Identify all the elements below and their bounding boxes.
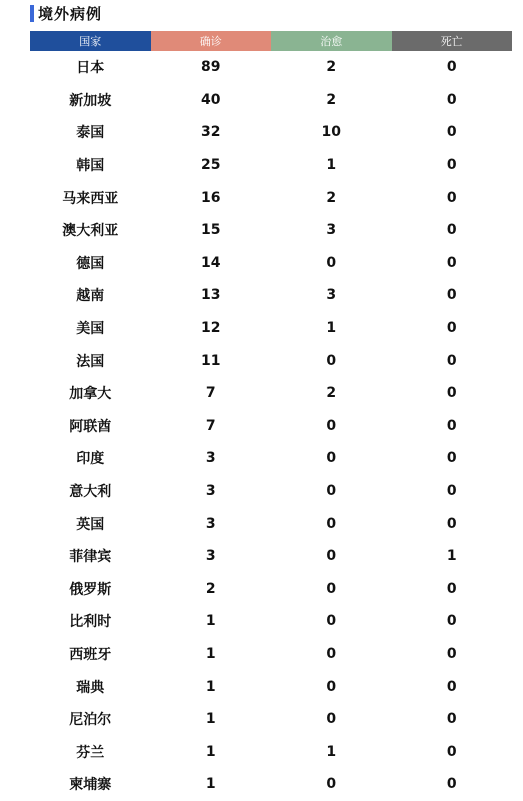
confirmed-cell: 14 — [201, 254, 221, 271]
country-cell: 越南 — [76, 288, 105, 305]
cured-cell: 2 — [326, 91, 337, 108]
deaths-cell: 0 — [446, 91, 457, 108]
country-cell: 瑞典 — [76, 679, 105, 696]
cured-cell: 0 — [326, 776, 337, 793]
table-row — [30, 540, 512, 573]
cured-cell: 0 — [326, 450, 337, 467]
deaths-cell: 0 — [446, 483, 457, 500]
confirmed-cell: 1 — [205, 776, 216, 793]
table-row — [30, 181, 512, 214]
cured-cell: 2 — [326, 59, 337, 76]
deaths-cell: 0 — [446, 450, 457, 467]
cured-cell: 2 — [326, 385, 337, 402]
cured-cell: 1 — [326, 157, 337, 174]
deaths-cell: 0 — [446, 287, 457, 304]
deaths-cell: 0 — [446, 743, 457, 760]
confirmed-cell: 89 — [201, 59, 221, 76]
confirmed-cell: 3 — [205, 483, 216, 500]
cured-cell: 0 — [326, 352, 337, 369]
table-row — [30, 703, 512, 736]
table-row — [30, 214, 512, 247]
cured-cell: 3 — [326, 287, 337, 304]
cured-cell: 10 — [321, 124, 341, 141]
confirmed-cell: 3 — [205, 548, 216, 565]
page-title: 境外病例 — [38, 4, 103, 23]
confirmed-cell: 15 — [201, 222, 221, 239]
country-cell: 德国 — [76, 255, 105, 272]
deaths-cell: 0 — [446, 254, 457, 271]
country-cell: 英国 — [76, 516, 105, 533]
confirmed-cell: 1 — [205, 613, 216, 630]
country-cell: 俄罗斯 — [69, 581, 112, 598]
deaths-cell: 0 — [446, 385, 457, 402]
cured-cell: 1 — [326, 743, 337, 760]
table-row — [30, 410, 512, 443]
title-accent-bar — [30, 5, 34, 22]
section-title — [30, 4, 102, 22]
country-cell: 印度 — [76, 451, 105, 468]
confirmed-cell: 1 — [205, 645, 216, 662]
table-header — [30, 31, 512, 51]
table-row — [30, 573, 512, 606]
table-body — [30, 51, 512, 801]
confirmed-cell: 11 — [201, 352, 221, 369]
table-row — [30, 377, 512, 410]
header-country: 国家 — [30, 31, 151, 51]
country-cell: 阿联酋 — [69, 418, 112, 435]
table-row — [30, 279, 512, 312]
table-row — [30, 116, 512, 149]
country-cell: 日本 — [76, 60, 105, 77]
header-confirmed: 确诊 — [151, 31, 272, 51]
table-row — [30, 344, 512, 377]
header-cured: 治愈 — [271, 31, 392, 51]
cured-cell: 0 — [326, 483, 337, 500]
deaths-cell: 0 — [446, 678, 457, 695]
cured-cell: 2 — [326, 189, 337, 206]
country-cell: 泰国 — [76, 125, 105, 142]
cured-cell: 0 — [326, 417, 337, 434]
deaths-cell: 0 — [446, 580, 457, 597]
table-row — [30, 51, 512, 84]
cured-cell: 0 — [326, 580, 337, 597]
country-cell: 加拿大 — [69, 386, 112, 403]
cases-table — [30, 31, 512, 801]
deaths-cell: 1 — [446, 548, 457, 565]
country-cell: 意大利 — [69, 484, 112, 501]
table-row — [30, 84, 512, 117]
confirmed-cell: 16 — [201, 189, 221, 206]
confirmed-cell: 12 — [201, 320, 221, 337]
confirmed-cell: 1 — [205, 678, 216, 695]
cured-cell: 3 — [326, 222, 337, 239]
confirmed-cell: 1 — [205, 743, 216, 760]
table-row — [30, 247, 512, 280]
confirmed-cell: 1 — [205, 711, 216, 728]
table-row — [30, 442, 512, 475]
table-row — [30, 638, 512, 671]
deaths-cell: 0 — [446, 157, 457, 174]
confirmed-cell: 7 — [205, 417, 216, 434]
confirmed-cell: 40 — [201, 91, 221, 108]
confirmed-cell: 7 — [205, 385, 216, 402]
cured-cell: 0 — [326, 515, 337, 532]
table-row — [30, 768, 512, 801]
table-row — [30, 605, 512, 638]
country-cell: 马来西亚 — [62, 190, 119, 207]
cured-cell: 0 — [326, 254, 337, 271]
confirmed-cell: 13 — [201, 287, 221, 304]
confirmed-cell: 25 — [201, 157, 221, 174]
table-row — [30, 312, 512, 345]
country-cell: 韩国 — [76, 158, 105, 175]
confirmed-cell: 2 — [205, 580, 216, 597]
country-cell: 澳大利亚 — [62, 223, 119, 240]
table-row — [30, 670, 512, 703]
table-row — [30, 475, 512, 508]
cured-cell: 1 — [326, 320, 337, 337]
country-cell: 法国 — [76, 353, 105, 370]
deaths-cell: 0 — [446, 352, 457, 369]
confirmed-cell: 3 — [205, 515, 216, 532]
country-cell: 美国 — [76, 321, 105, 338]
deaths-cell: 0 — [446, 645, 457, 662]
deaths-cell: 0 — [446, 222, 457, 239]
deaths-cell: 0 — [446, 417, 457, 434]
deaths-cell: 0 — [446, 776, 457, 793]
deaths-cell: 0 — [446, 711, 457, 728]
country-cell: 西班牙 — [69, 646, 112, 663]
deaths-cell: 0 — [446, 515, 457, 532]
table-row — [30, 149, 512, 182]
confirmed-cell: 3 — [205, 450, 216, 467]
cured-cell: 0 — [326, 613, 337, 630]
deaths-cell: 0 — [446, 320, 457, 337]
country-cell: 芬兰 — [76, 744, 105, 761]
header-deaths: 死亡 — [392, 31, 513, 51]
country-cell: 新加坡 — [69, 92, 112, 109]
table-row — [30, 507, 512, 540]
deaths-cell: 0 — [446, 124, 457, 141]
deaths-cell: 0 — [446, 59, 457, 76]
cured-cell: 0 — [326, 548, 337, 565]
confirmed-cell: 32 — [201, 124, 221, 141]
deaths-cell: 0 — [446, 189, 457, 206]
country-cell: 菲律宾 — [69, 549, 112, 566]
table-row — [30, 735, 512, 768]
cured-cell: 0 — [326, 711, 337, 728]
deaths-cell: 0 — [446, 613, 457, 630]
country-cell: 比利时 — [69, 614, 112, 631]
country-cell: 柬埔寨 — [69, 777, 112, 794]
cured-cell: 0 — [326, 678, 337, 695]
country-cell: 尼泊尔 — [69, 712, 112, 729]
cured-cell: 0 — [326, 645, 337, 662]
